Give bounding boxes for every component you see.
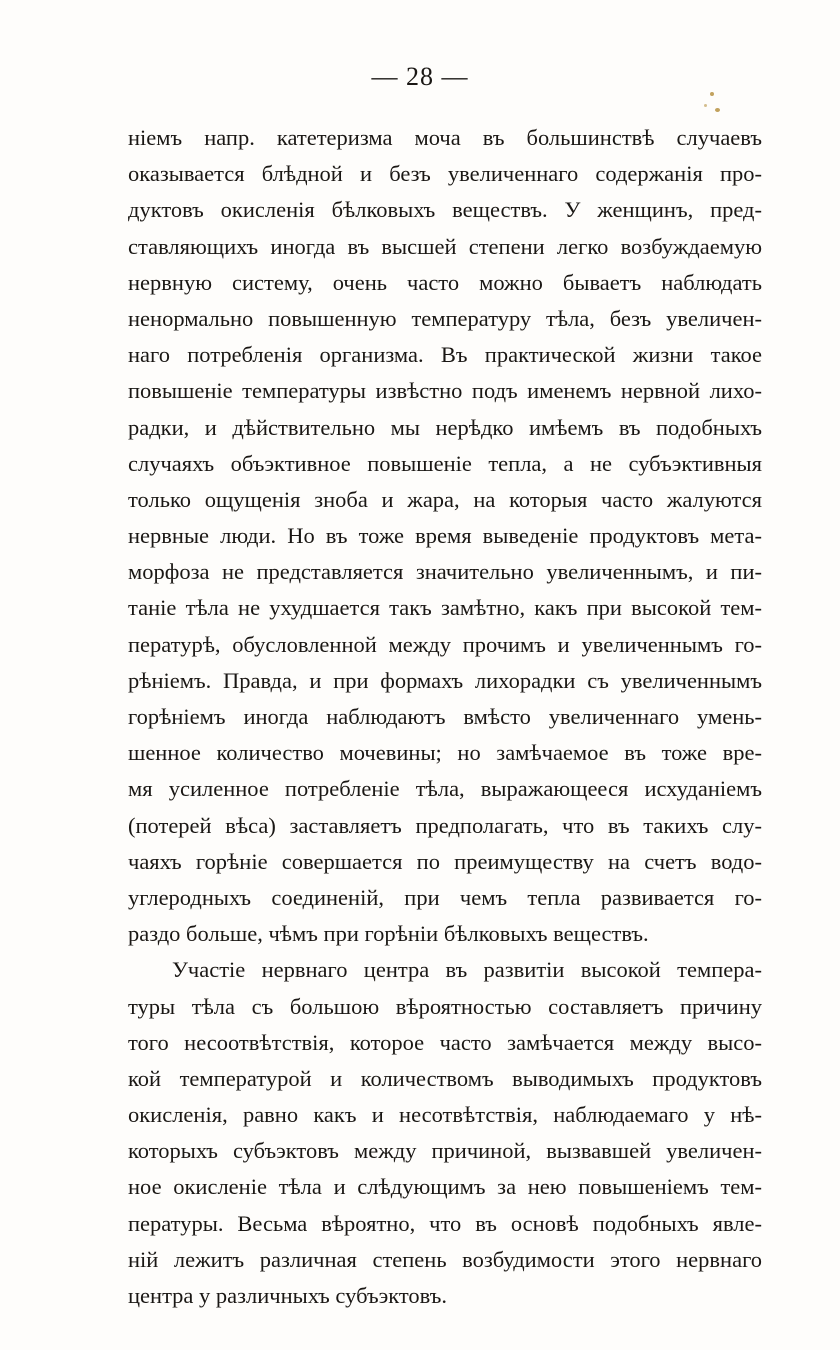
paragraph-1 — [128, 120, 762, 952]
text-line: ніемъ напр. катетеризма моча въ большинствѣ случаевъ — [128, 125, 762, 150]
text-line: (потерей вѣса) заставляетъ предполагать, что въ такихъ слу- — [128, 812, 762, 838]
text-line: повышеніе температуры извѣстно подъ именемъ нервной лихо- — [128, 378, 762, 404]
paragraph-2 — [128, 952, 762, 1314]
text-line: оказывается блѣдной и безъ увеличеннаго содержанія про- — [128, 161, 762, 187]
text-line: раздо больше, чѣмъ при горѣніи бѣлковыхъ веществъ. — [128, 921, 649, 947]
text-line: ній лежитъ различная степень возбудимости этого нервнаго — [128, 1246, 762, 1272]
text-line: туры тѣла съ большою вѣроятностью составляетъ причину — [128, 993, 762, 1019]
text-line: чаяхъ горѣніе совершается по преимуществу на счетъ водо- — [128, 848, 762, 874]
text-line: только ощущенія зноба и жара, на которыя часто жалуются — [128, 486, 762, 512]
body-text — [128, 120, 762, 1314]
text-line: морфоза не представляется значительно увеличеннымъ, и пи- — [128, 559, 762, 585]
text-line: которыхъ субъэктовъ между причиной, вызвавшей увеличен- — [128, 1138, 762, 1164]
text-line: того несоотвѣтствія, которое часто замѣчается между высо- — [128, 1029, 762, 1055]
text-line: ставляющихъ иногда въ высшей степени легко возбуждаемую — [128, 233, 762, 259]
text-line: случаяхъ объэктивное повышеніе тепла, а не субъэктивныя — [128, 450, 762, 476]
text-line: углеродныхъ соединеній, при чемъ тепла развивается го- — [128, 884, 762, 910]
ink-speck — [704, 104, 707, 107]
text-line: мя усиленное потребленіе тѣла, выражающееся исхуданіемъ — [128, 776, 762, 802]
text-line: кой температурой и количествомъ выводимыхъ продуктовъ — [128, 1065, 762, 1091]
text-line: горѣніемъ иногда наблюдаютъ вмѣсто увеличеннаго умень- — [128, 704, 762, 729]
text-line: радки, и дѣйствительно мы нерѣдко имѣемъ въ подобныхъ — [128, 414, 762, 440]
text-line: нервные люди. Но въ тоже время выведеніе продуктовъ мета- — [128, 523, 762, 549]
text-line: центра у различныхъ субъэктовъ. — [128, 1283, 447, 1308]
text-line: шенное количество мочевины; но замѣчаемое въ тоже вре- — [128, 740, 762, 766]
text-line: рѣніемъ. Правда, и при формахъ лихорадки съ увеличеннымъ — [128, 667, 762, 693]
ink-speck — [710, 92, 714, 96]
text-line: нервную систему, очень часто можно бываетъ наблюдать — [128, 269, 762, 295]
text-line: пературы. Весьма вѣроятно, что въ основѣ подобныхъ явле- — [128, 1210, 762, 1236]
text-line: ное окисленіе тѣла и слѣдующимъ за нею повышеніемъ тем- — [128, 1174, 762, 1200]
text-line: окисленія, равно какъ и несотвѣтствія, наблюдаемаго у нѣ- — [128, 1102, 762, 1128]
ink-speck — [715, 108, 720, 112]
text-line: Участіе нервнаго центра въ развитіи высокой темпера- — [172, 957, 762, 983]
text-line: таніе тѣла не ухудшается такъ замѣтно, какъ при высокой тем- — [128, 595, 762, 621]
text-line: ненормально повышенную температуру тѣла, безъ увеличен- — [128, 305, 762, 331]
text-line: дуктовъ окисленія бѣлковыхъ веществъ. У женщинъ, пред- — [128, 197, 762, 223]
text-line: пературѣ, обусловленной между прочимъ и увеличеннымъ го- — [128, 631, 762, 657]
text-line: наго потребленія организма. Въ практической жизни такое — [128, 342, 762, 368]
page-number: — 28 — — [371, 62, 469, 91]
